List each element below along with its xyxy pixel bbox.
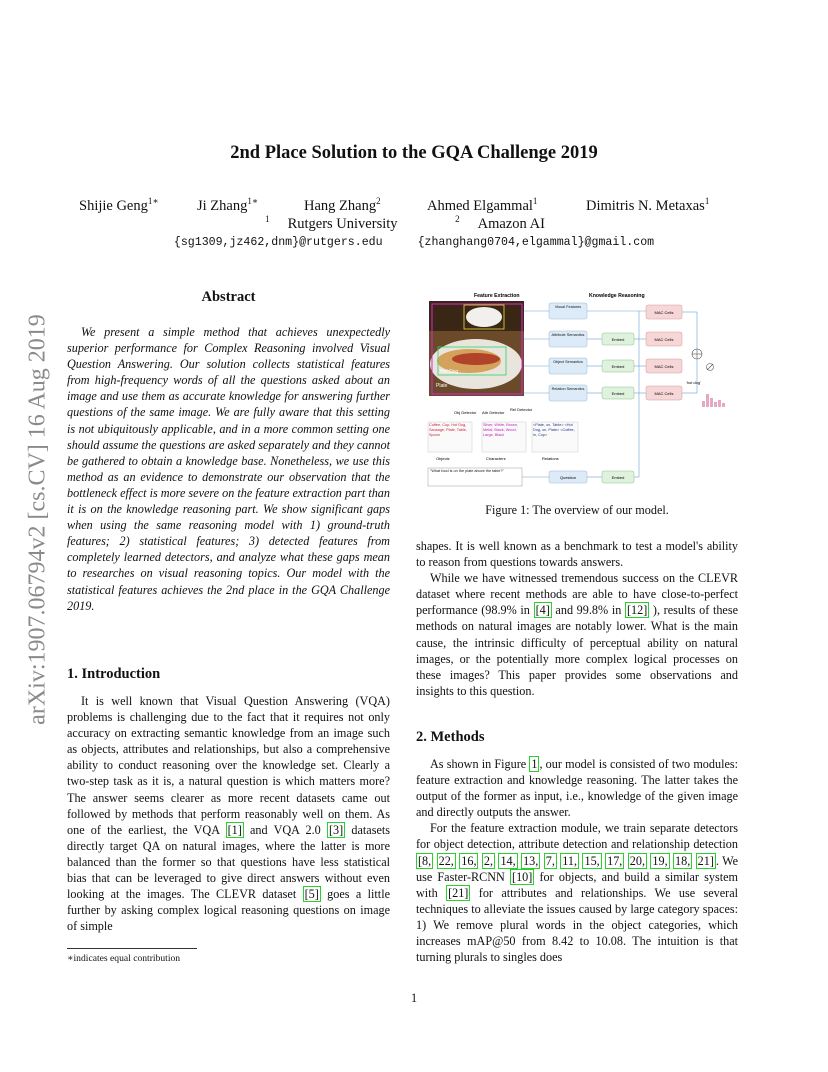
fig-attr-detector: Attr Detector (482, 410, 505, 415)
abstract-heading: Abstract (201, 289, 256, 305)
emails (0, 236, 828, 249)
citation-link[interactable]: [3] (328, 822, 344, 837)
citation-link[interactable]: [4] (535, 603, 550, 618)
abstract-text (67, 324, 390, 614)
clevr-paragraph: While we have witnessed tremendous success on the CLEVR dataset where recent methods are able to have close-to-perfect performance (98.9% in [4] and 99.8% in [12] ), results of these methods on natural images are notably lower. What is the main cause, the intrinsic difficulty of perceptual ability on natural images, or the potentially more complex logical processes on these images? This paper provides some observations and insights to this question. (416, 571, 738, 698)
fig-answer: 'hot dog' (686, 380, 701, 385)
author-3: Hang Zhang$^2$ (304, 196, 381, 214)
fig-objects-list: Coffee, Cup, Hot Dog, Sausage, Plate, Table, Spoon (429, 423, 467, 437)
methods-text (416, 756, 738, 965)
fig-section-fe: Feature Extraction (474, 293, 520, 299)
citation-link[interactable]: [8, (418, 853, 432, 868)
fig-mac-1: MAC Cells (654, 310, 674, 315)
fig-question-box: Question (559, 475, 577, 480)
intro-paragraph: It is well known that Visual Question Answering (VQA) problems is challenging due to the fact that it requires not only accuracy on extracting semantic knowledge from an image such as objects, attributes and relationships, but also a comprehensive ability to conduct reasoning over the knowledge set. Clearly a two-step task as it is, a natural question is which matters more? The answer seems clearer as more recent datasets came out followed by methods that perform reasonably well on them. As one of the earliest, the VQA [1] and VQA 2.0 [3] datasets directly target QA on natural images, where the latter is more balanced than the former so that questions have less statistical bias that can be leveraged to give direct answers without even looking at the images. The CLEVR dataset [5] goes a little further by asking complex logical reasoning questions on image of simple (67, 694, 390, 934)
fig-rel-detector: Rel Detector (510, 407, 533, 412)
abstract-paragraph: We present a simple method that achieves unexpectedly superior performance for Complex Reasoning involved Visual Question Answering. Our solution collects statistical features from high-frequency words of all the questions asked about an image and use them as accurate knowledge for answering further questions of the same image. We are fully aware that this setting is not ubiquitously applicable, and in a more common setting one should assume the questions are asked separately and they cannot be gathered to obtain a knowledge base. Nonetheless, we use this method as an evidence to demonstrate our observation that the bottleneck effect is more severe on the feature extraction part than it is on the knowledge reasoning part. We show significant gaps when using the same reasoning model with 1) ground-truth features; 2) statistical features; 3) detected features from completely learned detectors, and analyze what these gaps mean to researches on visual reasoning topics. Our model with the statistical features achieves the 2nd place in the GQA Challenge 2019. (67, 325, 390, 613)
citation-link[interactable]: 22, (438, 853, 454, 868)
affiliation-1: $^1$ Rutgers University (265, 214, 398, 232)
methods-paragraph-1: As shown in Figure 1 , our model is consisted of two modules: feature extraction and knowledge reasoning. The latter takes the output of the former as input, i.e., knowledge of the given image and directly outputs the answer. (416, 757, 738, 820)
affiliation-2: $^2$ Amazon AI (455, 214, 545, 232)
continuation-paragraph: shapes. It is well known as a benchmark to test a model's ability to reason from questions towards answers. (416, 539, 738, 570)
footnote-rule (67, 948, 197, 949)
citation-link[interactable]: 21] (697, 853, 714, 868)
email-1: {sg1309,jz462,dnm}@rutgers.edu (173, 236, 383, 249)
fig-object-semantics: Object Semantics (553, 360, 583, 364)
fig-visual-features: Visual Features (554, 305, 582, 309)
methods-heading: 2. Methods (416, 729, 485, 745)
right-column-text (416, 538, 738, 699)
fig-plate-label: Plate (436, 383, 448, 389)
fig-embed-1: Embed (611, 337, 625, 342)
fig-obj-detector: Obj Detector (454, 410, 477, 415)
citation-link[interactable]: [5] (304, 887, 319, 902)
citation-group (416, 853, 716, 869)
figure-caption: Figure 1: The overview of our model. (485, 503, 669, 517)
citation-link[interactable]: [10] (512, 869, 533, 884)
fig-mac-2: MAC Cells (654, 337, 674, 342)
intro-text (67, 693, 390, 934)
food-photo (429, 301, 524, 396)
citation-link[interactable]: 14, (500, 853, 516, 868)
fig-mac-3: MAC Cells (654, 364, 674, 369)
fig-section-kr: Knowledge Reasoning (589, 293, 645, 299)
email-2: {zhanghang0704,elgammal}@gmail.com (417, 236, 655, 249)
citation-link[interactable]: 19, (652, 853, 668, 868)
fig-embed-4: Embed (611, 475, 625, 480)
author-1: Shijie Geng$^{1∗}$ (79, 196, 159, 214)
affiliations (0, 214, 828, 233)
fig-col-relations: Relations (542, 456, 559, 461)
page-number: 1 (410, 991, 418, 1005)
citation-link[interactable]: 2, (483, 853, 494, 868)
fig-mac-4: MAC Cells (654, 391, 674, 396)
fig-embed-2: Embed (611, 364, 625, 369)
citation-link[interactable]: 16, (461, 853, 477, 868)
citation-link[interactable]: [12] (626, 603, 648, 618)
citation-link[interactable]: [1] (227, 822, 242, 837)
fig-col-objects: Objects (436, 456, 450, 461)
citation-link[interactable]: 15, (584, 853, 600, 868)
citation-link[interactable]: 18, (675, 853, 691, 868)
fig-question-text: "What food is on the plate above the table?" (430, 469, 504, 473)
footnote: ∗indicates equal contribution (67, 953, 181, 964)
methods-paragraph-2: For the feature extraction module, we train separate detectors for object detection, attribute detection and relationship detection [8, 22, 16, 2, 14, 13, 7, 11, 15, 17, 20, 19, 18, 21] . We use Faster-RCNN [10] for objects, and build a similar system with [21] for attributes and relationships. We use several techniques to alleviate the issues caused by large category spaces: 1) We remove plural words in the object categories, which increases mAP@50 from 8.42 to 10.08. The intuition is that turning plurals to singles does (416, 821, 739, 965)
fig-embed-3: Embed (611, 391, 625, 396)
citation-link[interactable]: 13, (523, 853, 539, 868)
model-overview-figure (424, 289, 736, 489)
fig-hot-dog-label: Hot Dog (440, 369, 459, 375)
intro-heading: 1. Introduction (67, 666, 161, 682)
citation-link[interactable]: 17, (607, 853, 623, 868)
citation-link[interactable]: 11, (562, 853, 578, 868)
citation-link[interactable]: [21] (448, 885, 469, 900)
fig-relations-list: <Plate, on, Table> <Hot Dog, on, Plate> <Coffee, in, Cup> (533, 423, 575, 437)
paper-title: 2nd Place Solution to the GQA Challenge 2019 (230, 143, 598, 163)
figure-ref-link[interactable]: 1 (531, 757, 538, 771)
fig-attribute-semantics: Attribute Semantics (551, 333, 585, 337)
citation-link[interactable]: 7, (545, 853, 555, 868)
arxiv-watermark: arXiv:1907.06794v2 [cs.CV] 16 Aug 2019 (24, 314, 51, 725)
citation-link[interactable]: 20, (629, 853, 645, 868)
fig-relation-semantics: Relation Semantics (551, 387, 585, 391)
author-5: Dimitris N. Metaxas$^1$ (586, 196, 710, 214)
fig-col-characters: Characters (486, 456, 506, 461)
fig-characters-list: Silver, White, Brown, Metal, Black, Wood, Large, Black (483, 423, 519, 437)
author-2: Ji Zhang$^{1∗}$ (197, 196, 258, 214)
fig-answer-distribution (702, 394, 725, 407)
author-4: Ahmed Elgammal$^1$ (427, 196, 538, 214)
